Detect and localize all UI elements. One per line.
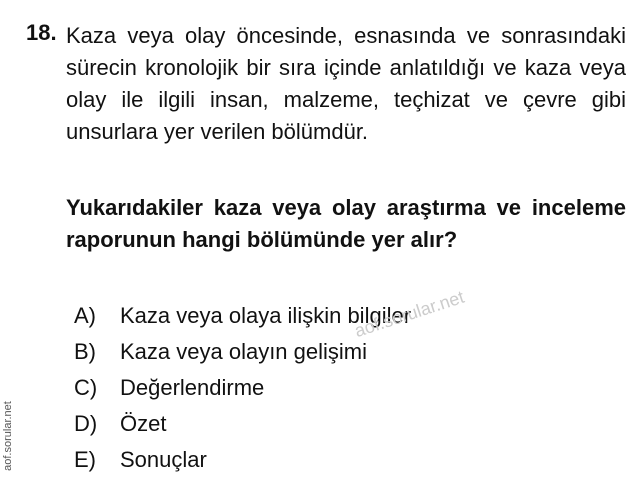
option-text: Kaza veya olayın gelişimi bbox=[120, 339, 368, 364]
option-letter: E) bbox=[74, 447, 96, 472]
side-watermark-text: aof.sorular.net bbox=[2, 401, 14, 471]
question-number: 18. bbox=[26, 20, 57, 45]
option-letter: C) bbox=[74, 375, 98, 400]
option-text: Değerlendirme bbox=[120, 375, 265, 400]
side-watermark bbox=[2, 386, 16, 486]
option-text: Özet bbox=[120, 411, 167, 436]
question-prompt: Yukarıdakiler kaza veya olay araştırma ve inceleme raporunun hangi bölümünde yer alır? bbox=[66, 195, 626, 252]
option-text: Kaza veya olaya ilişkin bilgiler bbox=[120, 303, 412, 328]
question-stem: Kaza veya olay öncesinde, esnasında ve sonrasındaki sürecin kronolojik bir sıra içinde anlatıldığı ve kaza veya olay ile ilgili insan, malzeme, teçhizat ve çevre gibi unsurlara yer verilen bölümdür. bbox=[66, 23, 626, 144]
option-e[interactable] bbox=[74, 442, 411, 478]
option-d[interactable] bbox=[74, 406, 411, 442]
option-letter: D) bbox=[74, 411, 98, 436]
option-letter: B) bbox=[74, 339, 96, 364]
option-c[interactable] bbox=[74, 370, 411, 406]
option-letter: A) bbox=[74, 303, 96, 328]
diagonal-watermark: aof.sorular.net bbox=[352, 286, 467, 342]
option-text: Sonuçlar bbox=[120, 447, 207, 472]
